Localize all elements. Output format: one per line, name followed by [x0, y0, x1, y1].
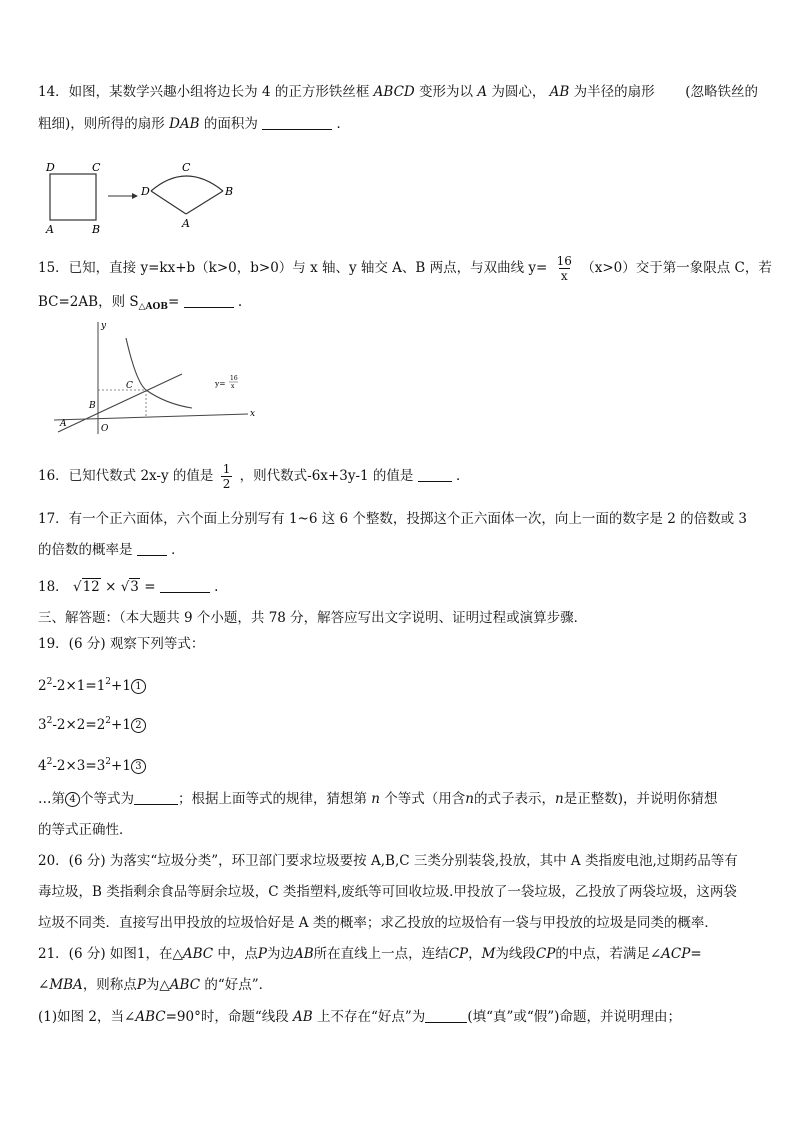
- label-d: D: [46, 161, 55, 174]
- sector-label-a: A: [182, 217, 190, 230]
- x-axis-label: x: [250, 409, 256, 419]
- fraction-one-half: $\frac{1}{2}$: [222, 462, 231, 491]
- q15-line1: 15．已知，直接 y=kx+b（k>0，b>0）与 x 轴、y 轴交 A、B 两点，与双曲线 y= $\frac{16}{x}$ （x>0）交于第一象限点 C，若: [38, 254, 772, 283]
- square-shape: [50, 174, 96, 220]
- answer-blank[interactable]: [262, 115, 332, 130]
- point-a-label: A: [60, 419, 67, 429]
- q15-line2: BC=2AB，则 $S_{\triangle AOB}=$ .: [38, 294, 243, 312]
- answer-blank[interactable]: [160, 578, 210, 593]
- answer-blank[interactable]: [418, 467, 452, 482]
- fraction-16-over-x: $\frac{16}{x}$: [556, 254, 572, 283]
- sector-label-b: B: [225, 185, 234, 198]
- q14-figure: [38, 156, 258, 238]
- answer-blank[interactable]: [134, 790, 178, 805]
- q21-line1: 21．(6 分) 如图1，在△ABC 中，点P为边AB所在直线上一点，连结CP，M为线段CP的中点，若满足∠ACP=: [38, 946, 702, 962]
- sqrt-12: √12: [72, 579, 100, 595]
- q14-line2: 粗细)，则所得的扇形 DAB 的面积为 ．: [38, 116, 350, 132]
- sqrt-3: √3: [120, 579, 139, 595]
- q15-figure: [50, 316, 270, 438]
- answer-blank[interactable]: [425, 1008, 467, 1023]
- q21-line3: (1)如图 2，当∠ABC=90°时，命题“线段 AB 上不存在“好点”为 (填“真”或“假”)命题，并说明理由；: [38, 1009, 681, 1025]
- curve-label-num: 16: [230, 375, 238, 382]
- origin-label: O: [101, 424, 109, 434]
- q19-eq1: $2^2-2\times 1=1^2+1$ 1: [38, 672, 146, 696]
- answer-blank[interactable]: [184, 293, 234, 308]
- curve-label-prefix: y=: [215, 379, 226, 388]
- q16-line: 16．已知代数式 2x-y 的值是 $\frac{1}{2}$ ，则代数式-6x+3y-1 的值是 ．: [38, 462, 470, 491]
- point-c-label: C: [126, 381, 133, 391]
- sector-radius-ab: [186, 191, 223, 214]
- q19-title: 19．(6 分) 观察下列等式：: [38, 636, 205, 652]
- y-axis-label: y: [101, 321, 107, 331]
- sector-arc: [151, 176, 223, 191]
- x-axis: [54, 414, 248, 420]
- q17-line2: 的倍数的概率是 ．: [38, 542, 185, 558]
- label-b: B: [92, 223, 101, 236]
- label-c: C: [92, 161, 101, 174]
- sector-label-c: C: [182, 161, 191, 174]
- q19-eq3: $4^2-2\times 3=3^2+1$ 3: [38, 752, 146, 776]
- sector-radius-ad: [151, 191, 186, 214]
- line-kx-b: [58, 374, 182, 432]
- q21-line2: ∠MBA，则称点P为△ABC 的“好点”．: [38, 977, 273, 993]
- arrow-head: [132, 193, 138, 199]
- q19-line4: …第 4 个等式为 ；根据上面等式的规律，猜想第 n 个等式（用含n的式子表示，n是正整数)，并说明你猜想: [38, 791, 718, 807]
- q14-line1: 14．如图，某数学兴趣小组将边长为 4 的正方形铁丝框 ABCD 变形为以 A 为圆心， AB 为半径的扇形 (忽略铁丝的: [38, 84, 759, 100]
- curve-label-den: x: [231, 383, 235, 390]
- point-b-label: B: [89, 401, 96, 411]
- q18-line: 18． √12 × √3 = .: [38, 579, 219, 595]
- q20-line2: 毒垃圾，B 类指剩余食品等厨余垃圾，C 类指塑料,废纸等可回收垃圾.甲投放了一袋垃圾，乙投放了两袋垃圾，这两袋: [38, 884, 737, 900]
- q20-line1: 20．(6 分) 为落实“垃圾分类”，环卫部门要求垃圾要按 A,B,C 三类分别装袋,投放，其中 A 类指废电池,过期药品等有: [38, 853, 738, 869]
- q17-line1: 17．有一个正六面体，六个面上分别写有 1~6 这 6 个整数，投掷这个正六面体一次，向上一面的数字是 2 的倍数或 3: [38, 511, 747, 527]
- label-a: A: [46, 223, 54, 236]
- q20-line3: 垃圾不同类．直接写出甲投放的垃圾恰好是 A 类的概率；求乙投放的垃圾恰有一袋与甲投放的垃圾是同类的概率．: [38, 915, 718, 931]
- sector-label-d: D: [141, 185, 150, 198]
- section-3-heading: 三、解答题：（本大题共 9 个小题，共 78 分，解答应写出文字说明、证明过程或演算步骤．: [38, 610, 588, 626]
- answer-blank[interactable]: [137, 541, 167, 556]
- q19-eq2: $3^2-2\times 2=2^2+1$ 2: [38, 711, 146, 735]
- q19-line5: 的等式正确性．: [38, 822, 133, 838]
- hyperbola-curve: [126, 338, 192, 408]
